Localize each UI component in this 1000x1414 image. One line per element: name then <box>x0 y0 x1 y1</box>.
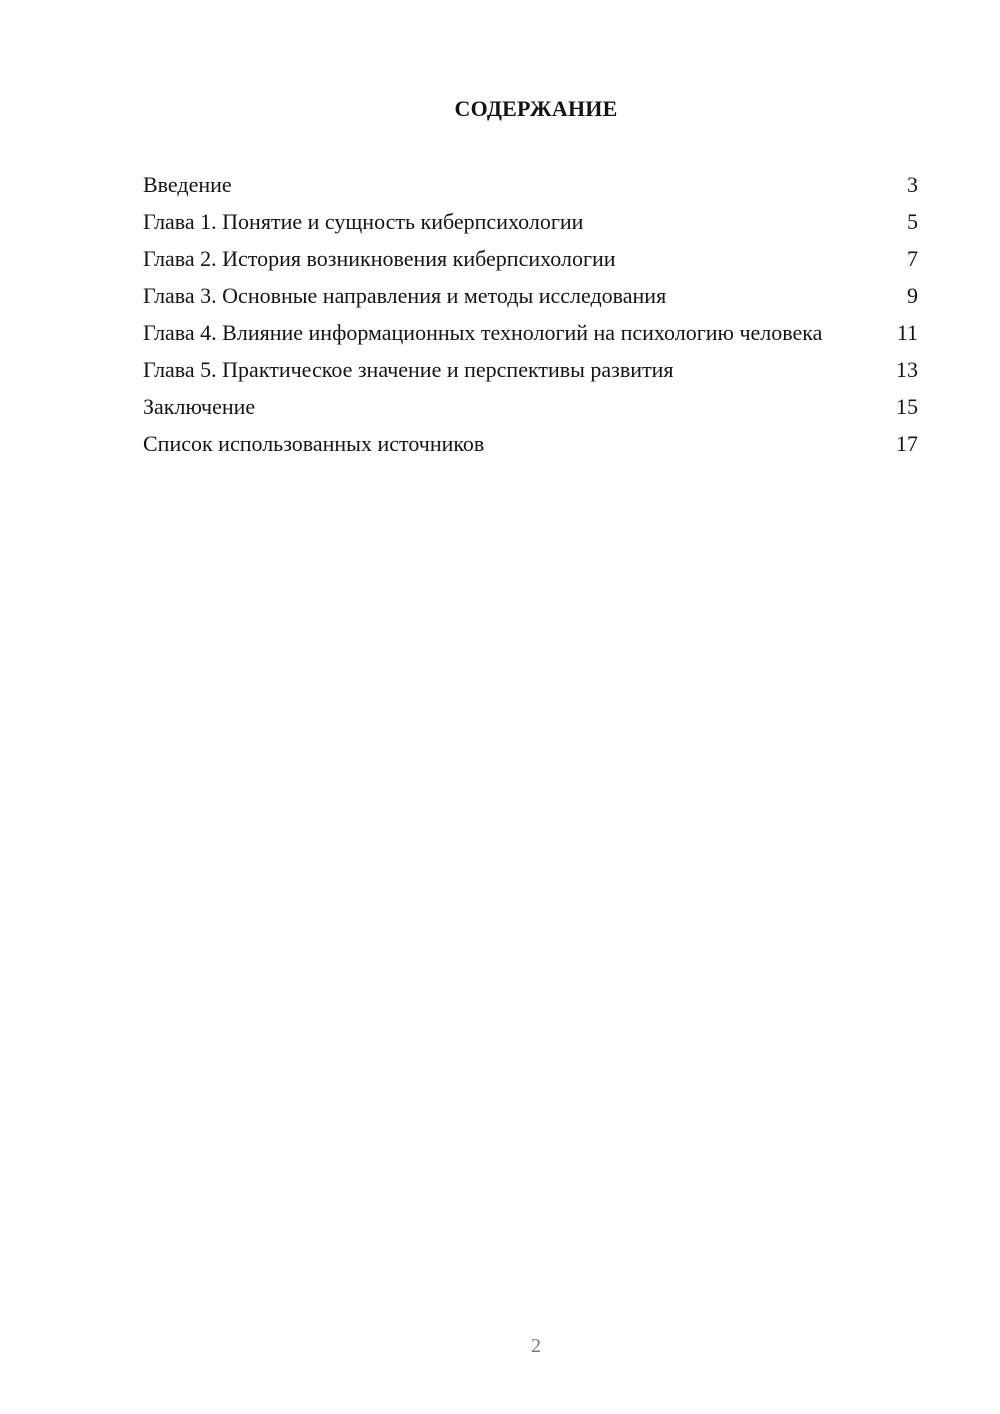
toc-entry-page: 5 <box>907 209 918 234</box>
table-of-contents <box>143 172 918 468</box>
toc-entry-label: Глава 5. Практическое значение и перспективы развития <box>143 357 674 382</box>
toc-entry-label: Глава 2. История возникновения киберпсихологии <box>143 246 616 271</box>
toc-entry-label: Заключение <box>143 394 256 419</box>
toc-entry-chapter-2 <box>143 246 918 272</box>
page-number: 2 <box>531 1335 541 1357</box>
toc-entry-label: Глава 4. Влияние информационных технологий на психологию человека <box>143 320 823 345</box>
toc-entry-chapter-4 <box>143 320 918 346</box>
toc-entry-label: Глава 1. Понятие и сущность киберпсихологии <box>143 209 584 234</box>
toc-entry-page: 3 <box>907 172 918 197</box>
toc-entry-label: Введение <box>143 172 232 197</box>
toc-entry-introduction <box>143 172 918 198</box>
toc-entry-page: 7 <box>907 246 918 271</box>
toc-entry-chapter-3 <box>143 283 918 309</box>
toc-title: СОДЕРЖАНИЕ <box>454 96 618 121</box>
toc-entry-page: 13 <box>896 357 918 382</box>
toc-entry-label: Список использованных источников <box>143 431 485 456</box>
toc-entry-chapter-5 <box>143 357 918 383</box>
toc-entry-page: 15 <box>896 394 918 419</box>
toc-entry-chapter-1 <box>143 209 918 235</box>
toc-entry-page: 11 <box>896 320 918 345</box>
toc-entry-label: Глава 3. Основные направления и методы исследования <box>143 283 667 308</box>
toc-entry-references <box>143 431 918 457</box>
toc-entry-page: 17 <box>896 431 918 456</box>
toc-entry-page: 9 <box>907 283 918 308</box>
toc-entry-conclusion <box>143 394 918 420</box>
